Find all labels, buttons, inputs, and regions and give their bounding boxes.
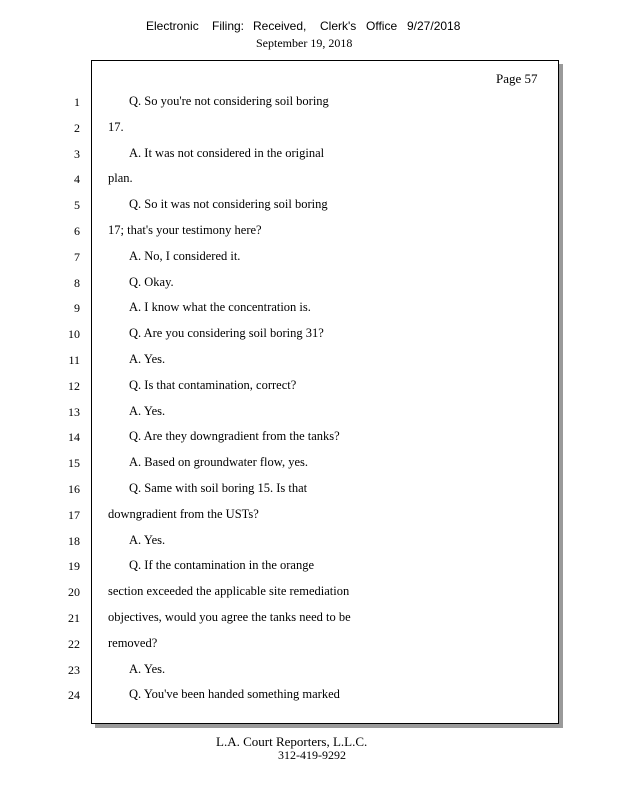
line-number: 20 xyxy=(68,585,80,600)
line-number: 16 xyxy=(68,482,80,496)
line-number: 19 xyxy=(68,559,80,574)
line-text: A. No, I considered it. xyxy=(129,248,241,263)
line-text: A. Yes. xyxy=(129,532,166,547)
line-number: 21 xyxy=(68,611,80,625)
line-number: 17 xyxy=(68,507,80,522)
line-number: 12 xyxy=(68,378,80,393)
line-text: removed? xyxy=(108,635,158,650)
transcript-line xyxy=(0,299,618,319)
line-number: 13 xyxy=(68,404,80,419)
line-number: 24 xyxy=(68,688,80,703)
transcript-line xyxy=(0,93,618,113)
court-reporter-name: L.A. Court Reporters, L.L.C. xyxy=(216,734,368,749)
line-text: Q. Are you considering soil boring 31? xyxy=(129,326,324,341)
line-text: A. Based on groundwater flow, yes. xyxy=(129,455,309,470)
transcript-line xyxy=(0,170,618,190)
line-text: Q. Okay. xyxy=(129,274,174,289)
transcript-line xyxy=(0,403,618,423)
page-number: Page 57 xyxy=(496,71,538,86)
filing-stamp-word: Office xyxy=(366,19,398,33)
line-number: 15 xyxy=(68,456,80,471)
line-number: 1 xyxy=(74,95,80,109)
line-text: Q. Is that contamination, correct? xyxy=(129,377,297,392)
line-number: 7 xyxy=(74,249,80,264)
line-text: section exceeded the applicable site remediation xyxy=(108,584,350,599)
transcript-line xyxy=(0,351,618,371)
transcript-line xyxy=(0,686,618,706)
court-reporter-phone: 312-419-9292 xyxy=(278,748,346,762)
line-number: 9 xyxy=(74,301,80,316)
line-number: 2 xyxy=(74,120,80,135)
transcript-line xyxy=(0,325,618,345)
transcript-line xyxy=(0,119,618,139)
line-number: 3 xyxy=(74,146,80,161)
line-text: A. Yes. xyxy=(129,403,166,418)
transcript-line xyxy=(0,248,618,268)
line-number: 4 xyxy=(74,172,80,187)
line-text: A. I know what the concentration is. xyxy=(129,300,311,315)
line-number: 10 xyxy=(68,327,80,342)
line-number: 14 xyxy=(68,430,80,445)
line-text: Q. Are they downgradient from the tanks? xyxy=(129,429,340,444)
line-number: 23 xyxy=(68,662,80,677)
filing-stamp-word: Clerk's xyxy=(320,19,357,33)
line-number: 18 xyxy=(68,533,80,548)
line-number: 11 xyxy=(68,353,80,367)
transcript-line xyxy=(0,635,618,655)
transcript-line xyxy=(0,583,618,603)
transcript-line xyxy=(0,428,618,448)
transcript-line xyxy=(0,609,618,629)
line-text: objectives, would you agree the tanks need to be xyxy=(108,610,351,624)
transcript-line xyxy=(0,506,618,526)
transcript-line xyxy=(0,557,618,577)
filing-stamp-word: Electronic xyxy=(146,19,199,33)
line-text: 17. xyxy=(108,119,124,134)
transcript-line xyxy=(0,532,618,552)
filing-stamp xyxy=(0,19,618,37)
transcript-line xyxy=(0,454,618,474)
line-text: A. Yes. xyxy=(129,661,166,676)
filing-stamp-word: 9/27/2018 xyxy=(407,19,461,33)
line-number: 8 xyxy=(74,275,80,290)
line-number: 6 xyxy=(74,224,80,238)
line-text: downgradient from the USTs? xyxy=(108,506,259,521)
line-text: Q. So it was not considering soil boring xyxy=(129,197,328,212)
filing-stamp-word: Received, xyxy=(253,19,307,33)
transcript-line xyxy=(0,377,618,397)
line-text: 17; that's your testimony here? xyxy=(108,223,262,237)
transcript-line xyxy=(0,145,618,165)
line-number: 22 xyxy=(68,636,80,651)
line-text: plan. xyxy=(108,171,133,186)
line-text: Q. Same with soil boring 15. Is that xyxy=(129,481,308,495)
transcript-line xyxy=(0,274,618,294)
line-text: A. It was not considered in the original xyxy=(129,145,325,160)
line-text: Q. So you're not considering soil boring xyxy=(129,94,329,108)
transcript-line xyxy=(0,222,618,242)
line-text: A. Yes. xyxy=(129,352,166,366)
transcript-line xyxy=(0,196,618,216)
line-text: Q. If the contamination in the orange xyxy=(129,558,315,573)
filing-stamp-word: Filing: xyxy=(212,19,245,33)
line-number: 5 xyxy=(74,198,80,213)
line-text: Q. You've been handed something marked xyxy=(129,687,340,702)
transcript-line xyxy=(0,480,618,500)
transcript-date: September 19, 2018 xyxy=(256,36,353,50)
transcript-line xyxy=(0,661,618,681)
